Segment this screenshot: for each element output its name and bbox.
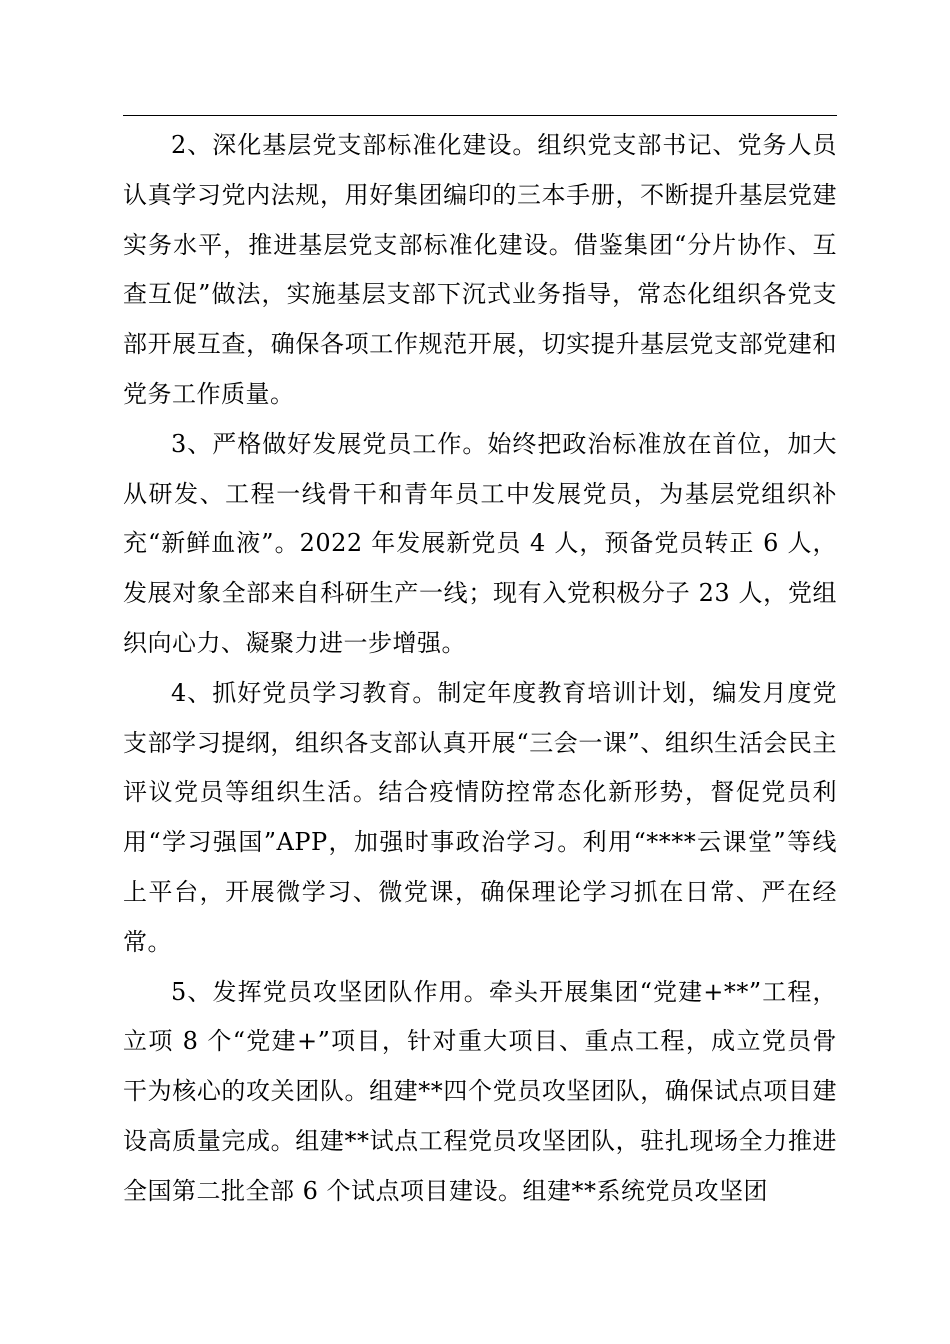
- paragraph-5-task-teams: 5、发挥党员攻坚团队作用。牵头开展集团“党建+**”工程，立项 8 个“党建+”项目，针对重大项目、重点工程，成立党员骨干为核心的攻关团队。组建**四个党员攻坚团队，确保试点项目建设高质量完成。组建**试点工程党员攻坚团队，驻扎现场全力推进全国第二批全部 6 个试点项目建设。组建**系统党员攻坚团: [123, 977, 837, 1205]
- paragraph-2-standardization: 2、深化基层党支部标准化建设。组织党支部书记、党务人员认真学习党内法规，用好集团编印的三本手册，不断提升基层党建实务水平，推进基层党支部标准化建设。借鉴集团“分片协作、互查互促”做法，实施基层支部下沉式业务指导，常态化组织各党支部开展互查，确保各项工作规范开展，切实提升基层党支部党建和党务工作质量。: [123, 131, 837, 408]
- document-body: [123, 121, 837, 1217]
- header-rule: [123, 115, 837, 116]
- paragraph-4-study-education: 4、抓好党员学习教育。制定年度教育培训计划，编发月度党支部学习提纲，组织各支部认真开展“三会一课”、组织生活会民主评议党员等组织生活。结合疫情防控常态化新形势，督促党员利用“学习强国”APP，加强时事政治学习。利用“****云课堂”等线上平台，开展微学习、微党课，确保理论学习抓在日常、严在经常。: [123, 678, 837, 956]
- paragraph-3-member-development: 3、严格做好发展党员工作。始终把政治标准放在首位，加大从研发、工程一线骨干和青年员工中发展党员，为基层党组织补充“新鲜血液”。2022 年发展新党员 4 人，预备党员转正 6 人，发展对象全部来自科研生产一线；现有入党积极分子 23 人，党组织向心力、凝聚力进一步增强。: [123, 429, 837, 657]
